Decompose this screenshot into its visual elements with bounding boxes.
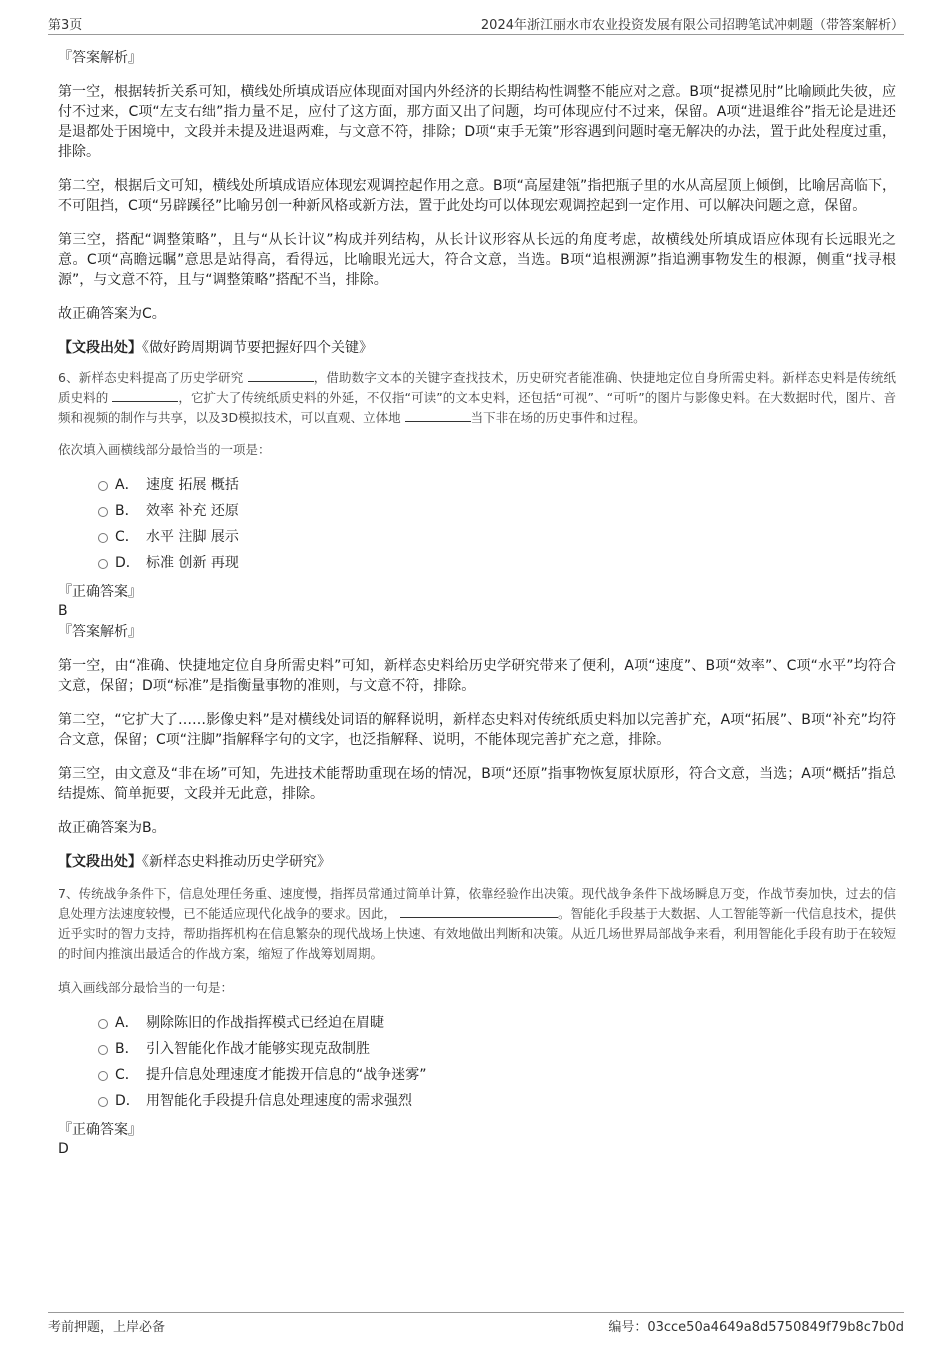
analysis-paragraph: 第三空，由文意及“非在场”可知，先进技术能帮助重现在场的情况，B项“还原”指事物恢复原状原形，符合文意，当选；A项“概括”指总结提炼、简单扼要，文段并无此意，排除。 bbox=[58, 766, 896, 802]
option-a[interactable]: A． 速度 拓展 概括 bbox=[58, 472, 896, 498]
source-label: 【文段出处】 bbox=[58, 854, 142, 870]
radio-button-icon[interactable] bbox=[98, 1045, 108, 1055]
analysis-paragraph: 第二空，根据后文可知，横线处所填成语应体现宏观调控起作用之意。B项“高屋建瓴”指把瓶子里的水从高屋顶上倾倒，比喻居高临下，不可阻挡，C项“另辟蹊径”比喻另创一种新风格或新方法，置于此处均可以体现宏观调控起到一定作用、可以解决问题之意，保留。 bbox=[58, 178, 896, 214]
question-6-options bbox=[58, 472, 896, 576]
radio-button-icon[interactable] bbox=[98, 1097, 108, 1107]
analysis-label: 『答案解析』 bbox=[58, 624, 142, 640]
radio-button-icon[interactable] bbox=[98, 559, 108, 569]
correct-answer-label: 『正确答案』 bbox=[58, 584, 142, 600]
answer-blank bbox=[112, 388, 178, 402]
analysis-label: 『答案解析』 bbox=[58, 50, 142, 66]
source-citation bbox=[58, 852, 896, 872]
answer-blank bbox=[400, 904, 558, 918]
source-citation bbox=[58, 338, 896, 358]
answer-blank bbox=[405, 408, 471, 422]
document-id: 编号：03cce50a4649a8d5750849f79b8c7b0d bbox=[608, 1320, 904, 1335]
option-b[interactable]: B． 引入智能化作战才能够实现克敌制胜 bbox=[58, 1036, 896, 1062]
analysis-paragraph: 第一空，由“准确、快捷地定位自身所需史料”可知，新样态史料给历史学研究带来了便利，A项“速度”、B项“效率”、C项“水平”均符合文意，保留；D项“标准”是指衡量事物的准则，与文意不符，排除。 bbox=[58, 658, 896, 694]
option-d[interactable]: D． 标准 创新 再现 bbox=[58, 550, 896, 576]
option-c[interactable]: C． 提升信息处理速度才能拨开信息的“战争迷雾” bbox=[58, 1062, 896, 1088]
radio-button-icon[interactable] bbox=[98, 1019, 108, 1029]
correct-answer: D bbox=[58, 1141, 69, 1157]
page-number: 第3页 bbox=[48, 18, 83, 33]
question-7-text: 7、传统战争条件下，信息处理任务重、速度慢，指挥员常通过简单计算，依靠经验作出决策。现代战争条件下战场瞬息万变，作战节奏加快，过去的信息处理方法速度较慢，已不能适应现代化战争的要求。因此， 。智能化手段基于大数据、人工智能等新一代信息技术，提供近乎实时的智力支持，帮助指挥机构在信息繁杂的现代战场上快速、有效地做出判断和决策。从近几场世界局部战争来看，利用智能化手段有助于在较短的时间内推演出最适合的作战方案，缩短了作战筹划周期。 bbox=[58, 886, 896, 961]
radio-button-icon[interactable] bbox=[98, 1071, 108, 1081]
option-b[interactable]: B． 效率 补充 还原 bbox=[58, 498, 896, 524]
answer-blank bbox=[248, 368, 314, 382]
document-title: 2024年浙江丽水市农业投资发展有限公司招聘笔试冲刺题（带答案解析） bbox=[480, 18, 904, 33]
source-title: 《新样态史料推动历史学研究》 bbox=[142, 854, 331, 870]
option-a[interactable]: A． 剔除陈旧的作战指挥模式已经迫在眉睫 bbox=[58, 1010, 896, 1036]
radio-button-icon[interactable] bbox=[98, 533, 108, 543]
question-7-prompt: 填入画线部分最恰当的一句是： bbox=[58, 980, 234, 995]
radio-button-icon[interactable] bbox=[98, 481, 108, 491]
correct-answer-label: 『正确答案』 bbox=[58, 1122, 142, 1138]
option-c[interactable]: C． 水平 注脚 展示 bbox=[58, 524, 896, 550]
analysis-paragraph: 第一空，根据转折关系可知，横线处所填成语应体现面对国内外经济的长期结构性调整不能应对之意。B项“捉襟见肘”比喻顾此失彼，应付不过来，C项“左支右绌”指力量不足，应付了这方面，那方面又出了问题，均可体现应付不过来，保留。A项“进退维谷”指无论是进还是退都处于困境中，文段并未提及进退两难，与文意不符，排除；D项“束手无策”形容遇到问题时毫无解决的办法，置于此处程度过重，排除。 bbox=[58, 84, 896, 160]
question-7-options bbox=[58, 1010, 896, 1114]
option-d[interactable]: D． 用智能化手段提升信息处理速度的需求强烈 bbox=[58, 1088, 896, 1114]
analysis-paragraph: 第二空，“它扩大了……影像史料”是对横线处词语的解释说明，新样态史料对传统纸质史料加以完善扩充，A项“拓展”、B项“补充”均符合文意，保留；C项“注脚”指解释字句的文字，也泛指解释、说明，不能体现完善扩充之意，排除。 bbox=[58, 712, 896, 748]
correct-answer: B bbox=[58, 603, 68, 619]
page-content bbox=[58, 44, 896, 1158]
footer-slogan: 考前押题，上岸必备 bbox=[48, 1320, 166, 1335]
page-header bbox=[48, 12, 904, 35]
analysis-paragraph: 第三空，搭配“调整策略”，且与“从长计议”构成并列结构，从长计议形容从长远的角度考虑，故横线处所填成语应体现有长远眼光之意。C项“高瞻远瞩”意思是站得高，看得远，比喻眼光远大，符合文意，当选。B项“追根溯源”指追溯事物发生的根源，侧重“找寻根源”，与文意不符，且与“调整策略”搭配不当，排除。 bbox=[58, 232, 896, 288]
question-6-prompt: 依次填入画横线部分最恰当的一项是： bbox=[58, 442, 271, 457]
source-label: 【文段出处】 bbox=[58, 340, 142, 356]
analysis-conclusion: 故正确答案为B。 bbox=[58, 820, 166, 836]
question-6-text: 6、新样态史料提高了历史学研究 ，借助数字文本的关键字查找技术，历史研究者能准确、快捷地定位自身所需史料。新样态史料是传统纸质史料的 ，它扩大了传统纸质史料的外延，不仅指“可读”的文本史料，还包括“可视”、“可听”的图片与影像史料。在大数据时代，图片、音频和视频的制作与共享，以及3D模拟技术，可以直观、立体地 当下非在场的历史事件和过程。 bbox=[58, 370, 896, 425]
source-title: 《做好跨周期调节要把握好四个关键》 bbox=[142, 340, 373, 356]
radio-button-icon[interactable] bbox=[98, 507, 108, 517]
analysis-conclusion: 故正确答案为C。 bbox=[58, 306, 166, 322]
page-footer bbox=[48, 1312, 904, 1333]
